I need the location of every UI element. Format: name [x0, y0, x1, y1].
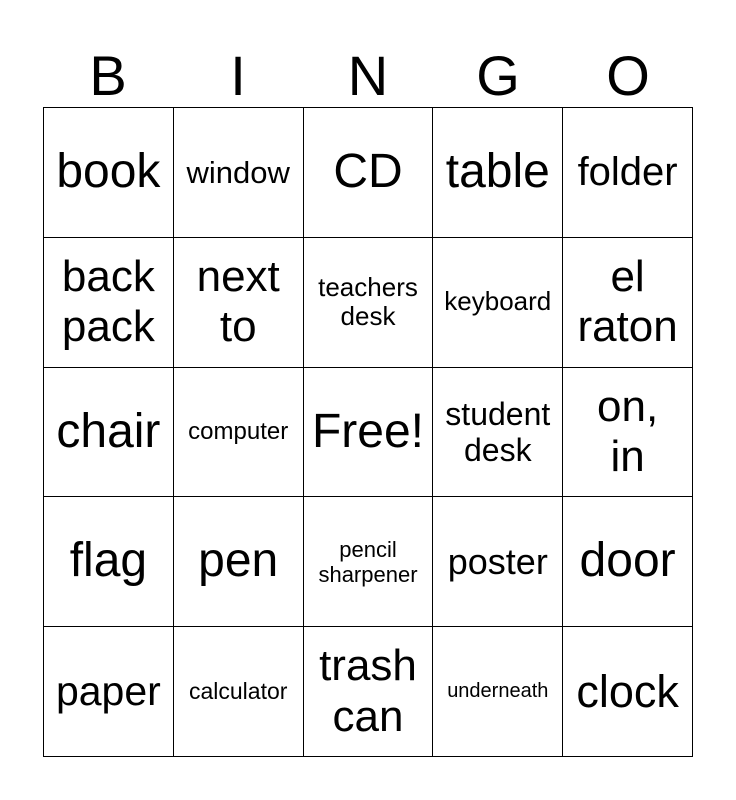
- bingo-cell[interactable]: [174, 627, 304, 757]
- bingo-cell[interactable]: [174, 368, 304, 498]
- bingo-cell[interactable]: [304, 627, 434, 757]
- cell-label: pen: [198, 534, 279, 588]
- bingo-cell[interactable]: [304, 497, 434, 627]
- bingo-cell[interactable]: [174, 497, 304, 627]
- bingo-cell[interactable]: [563, 497, 693, 627]
- bingo-cell[interactable]: [44, 238, 174, 368]
- cell-label: paper: [55, 668, 161, 715]
- cell-label: flag: [69, 534, 148, 588]
- bingo-cell[interactable]: [44, 627, 174, 757]
- cell-label: on, in: [597, 381, 659, 481]
- bingo-cell[interactable]: [433, 627, 563, 757]
- cell-label: back pack: [61, 252, 155, 352]
- cell-label: poster: [447, 541, 548, 583]
- cell-label: clock: [576, 665, 679, 717]
- cell-label: teachers desk: [318, 271, 418, 332]
- header-letter-g: G: [476, 44, 520, 107]
- cell-label: calculator: [188, 678, 288, 705]
- bingo-cell[interactable]: [563, 108, 693, 238]
- bingo-cell[interactable]: [304, 238, 434, 368]
- header-letter-i: I: [230, 44, 246, 107]
- cell-label: book: [56, 145, 161, 199]
- bingo-cell[interactable]: [44, 497, 174, 627]
- bingo-cell[interactable]: [433, 497, 563, 627]
- cell-label: computer: [188, 418, 289, 446]
- header-letter-b: B: [89, 44, 127, 107]
- bingo-cell[interactable]: [433, 368, 563, 498]
- cell-label: student desk: [445, 395, 551, 468]
- cell-label: el raton: [577, 252, 678, 352]
- cell-label: pencil sharpener: [318, 536, 418, 587]
- header-letter-n: N: [347, 44, 389, 107]
- cell-label: keyboard: [444, 286, 552, 317]
- bingo-board: [43, 107, 693, 757]
- bingo-cell[interactable]: [433, 108, 563, 238]
- cell-label: CD: [333, 145, 403, 199]
- bingo-cell[interactable]: [44, 368, 174, 498]
- header-letter-o: O: [606, 44, 650, 107]
- bingo-header: [43, 44, 693, 108]
- cell-label: underneath: [447, 680, 549, 703]
- bingo-cell[interactable]: [304, 108, 434, 238]
- bingo-cell[interactable]: [44, 108, 174, 238]
- cell-label: next to: [196, 252, 280, 352]
- cell-label: door: [579, 534, 676, 588]
- cell-label: folder: [577, 149, 678, 194]
- bingo-cell[interactable]: [174, 238, 304, 368]
- cell-label: Free!: [311, 404, 424, 458]
- bingo-cell[interactable]: [433, 238, 563, 368]
- bingo-cell[interactable]: [563, 238, 693, 368]
- bingo-cell[interactable]: [304, 368, 434, 498]
- cell-label: trash can: [319, 641, 417, 741]
- bingo-cell[interactable]: [174, 108, 304, 238]
- bingo-cell[interactable]: [563, 368, 693, 498]
- bingo-cell[interactable]: [563, 627, 693, 757]
- cell-label: table: [445, 145, 550, 199]
- cell-label: window: [186, 154, 290, 190]
- cell-label: chair: [56, 404, 161, 458]
